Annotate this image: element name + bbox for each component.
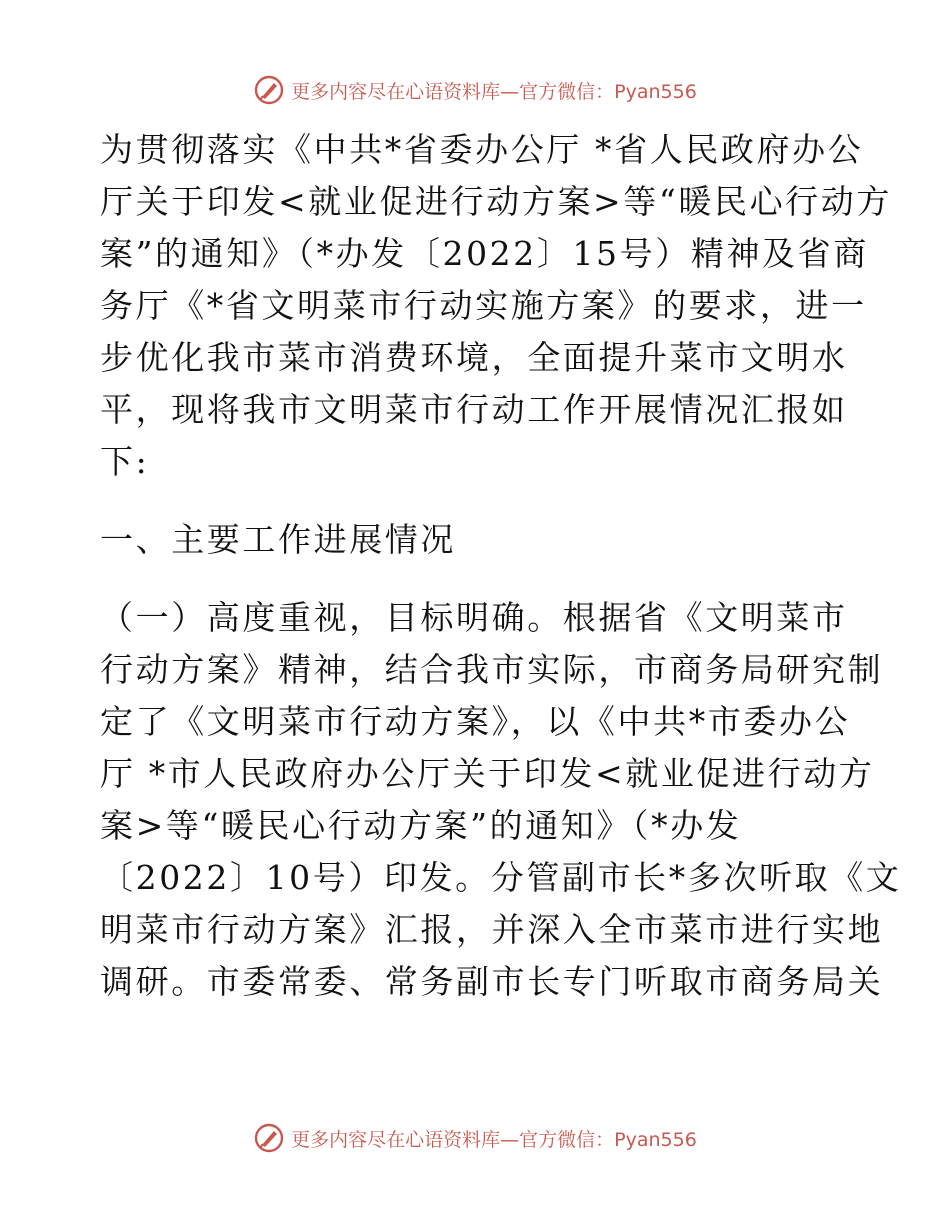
- paragraph-line: 调研。市委常委、常务副市长专门听取市商务局关: [100, 962, 884, 1001]
- paragraph-line: 〔2022〕10号）印发。分管副市长*多次听取《文: [100, 858, 902, 897]
- intro-line: 厅关于印发<就业促进行动方案>等“暖民心行动方: [100, 182, 892, 221]
- document-body: [100, 124, 902, 1008]
- watermark-text: 更多内容尽在心语资料库—官方微信：Pyan556: [291, 1128, 697, 1151]
- paragraph-line: 行动方案》精神，结合我市实际，市商务局研究制: [100, 650, 884, 689]
- intro-line: 为贯彻落实《中共*省委办公厅 *省人民政府办公: [100, 130, 864, 169]
- paragraph-line: 定了《文明菜市行动方案》，以《中共*市委办公: [100, 702, 851, 741]
- quill-pen-logo-icon: [253, 74, 285, 106]
- intro-line: 务厅《*省文明菜市行动实施方案》的要求，进一: [100, 286, 867, 325]
- intro-line: 案”的通知》（*办发〔2022〕15号）精神及省商: [100, 234, 869, 273]
- watermark-text: 更多内容尽在心语资料库—官方微信：Pyan556: [291, 80, 697, 103]
- intro-line: 平，现将我市文明菜市行动工作开展情况汇报如: [100, 390, 848, 429]
- footer-watermark: [0, 1118, 950, 1158]
- paragraph-line: 厅 *市人民政府办公厅关于印发<就业促进行动方: [100, 754, 875, 793]
- paragraph-line: （一）高度重视，目标明确。根据省《文明菜市: [100, 598, 848, 637]
- intro-line: 步优化我市菜市消费环境，全面提升菜市文明水: [100, 338, 848, 377]
- quill-pen-logo-icon: [253, 1122, 285, 1154]
- intro-line: 下:: [100, 442, 150, 481]
- paragraph-line: 案>等“暖民心行动方案”的通知》（*办发: [100, 806, 742, 845]
- section-heading: 一、主要工作进展情况: [100, 520, 456, 559]
- header-watermark: [0, 70, 950, 110]
- paragraph-line: 明菜市行动方案》汇报，并深入全市菜市进行实地: [100, 910, 884, 949]
